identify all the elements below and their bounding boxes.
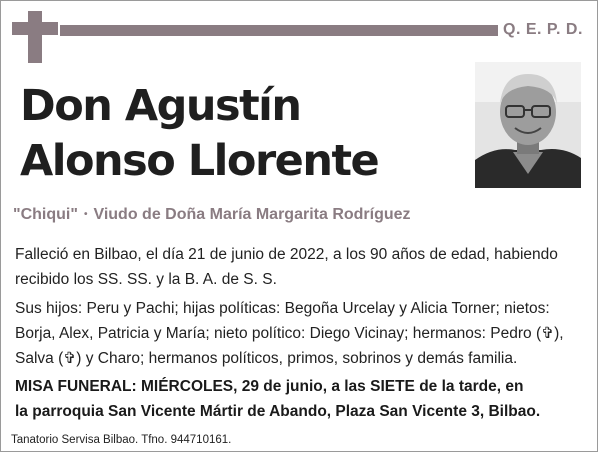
cross-icon-horizontal bbox=[12, 22, 58, 35]
qepd-label: Q. E. P. D. bbox=[503, 21, 583, 38]
header-bar bbox=[60, 25, 498, 36]
nickname: "Chiqui" bbox=[13, 206, 78, 223]
name-line-1: Don Agustín bbox=[20, 81, 301, 131]
subtitle bbox=[13, 206, 593, 224]
name-line-2: Alonso Llorente bbox=[20, 136, 379, 186]
funeral-home-footer: Tanatorio Servisa Bilbao. Tfno. 944710161. bbox=[11, 434, 232, 446]
funeral-line-1: MISA FUNERAL: MIÉRCOLES, 29 de junio, a las SIETE de la tarde, en bbox=[15, 378, 524, 395]
portrait-photo bbox=[475, 62, 581, 188]
separator-dot: • bbox=[83, 209, 88, 220]
cross-icon-vertical bbox=[28, 11, 42, 63]
funeral-info bbox=[15, 374, 590, 424]
death-notice: Falleció en Bilbao, el día 21 de junio de 2022, a los 90 años de edad, habiendo recibido los SS. SS. y la B. A. de S. S. bbox=[15, 246, 558, 288]
relation: Viudo de Doña María Margarita Rodríguez bbox=[93, 206, 411, 223]
family-list: Sus hijos: Peru y Pachi; hijas políticas: Begoña Urcelay y Alicia Torner; nietos: Borja, Alex, Patricia y María; nieto político: Diego Vicinay; hermanos: Pedro (✞), Salva (✞) y Charo; hermanos políticos, primos, sobrinos y demás familia. bbox=[15, 300, 564, 367]
funeral-line-2: la parroquia San Vicente Mártir de Abando, Plaza San Vicente 3, Bilbao. bbox=[15, 403, 541, 420]
deceased-name bbox=[20, 79, 470, 189]
